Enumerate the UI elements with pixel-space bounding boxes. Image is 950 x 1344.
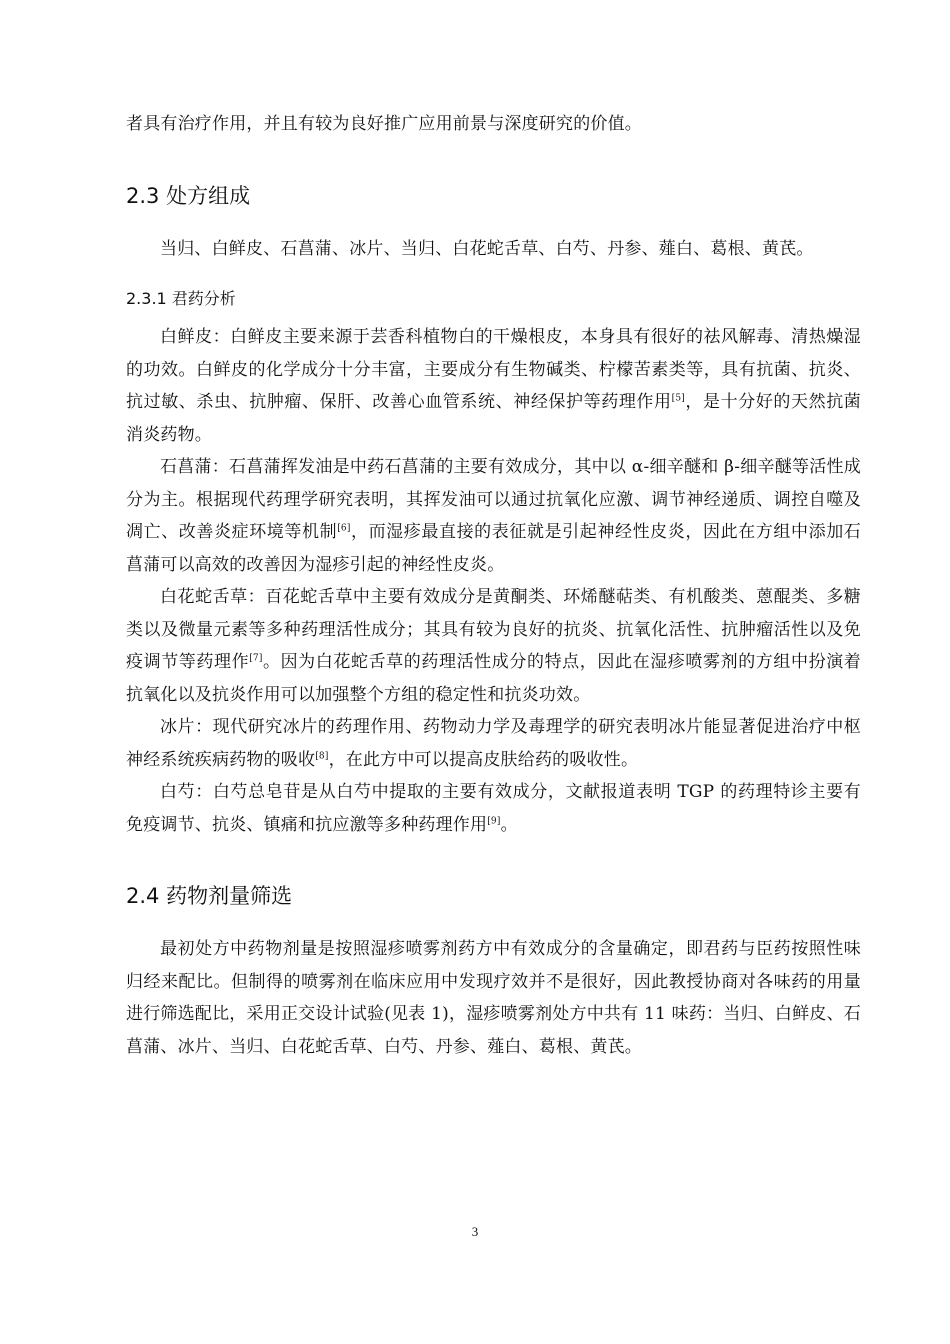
citation-ref: [7]	[249, 653, 263, 664]
paragraph-shi-chang-pu	[126, 451, 861, 581]
dosage-screening-paragraph: 最初处方中药物剂量是按照湿疹喷雾剂药方中有效成分的含量确定，即君药与臣药按照性味归经来配比。但制得的喷雾剂在临床应用中发现疗效并不是很好，因此教授协商对各味药的用量进行筛选配比，采用正交设计试验(见表 1)，湿疹喷雾剂处方中共有 11 味药：当归、白鲜皮、石菖蒲、冰片、当归、白花蛇舌草、白芍、丹参、薤白、葛根、黄芪。	[126, 939, 861, 1057]
paragraph-text: 冰片：现代研究冰片的药理作用、药物动力学及毒理学的研究表明冰片能显著促进治疗中枢神经系统疾病药物的吸收	[126, 717, 861, 770]
document-body	[126, 108, 861, 1063]
paragraph-bing-pian	[126, 711, 861, 776]
paragraph-tail: ，在此方中可以提高皮肤给药的吸收性。	[328, 749, 639, 770]
citation-ref: [6]	[337, 523, 351, 534]
citation-ref: [5]	[671, 393, 685, 404]
prescription-composition-paragraph: 当归、白鲜皮、石菖蒲、冰片、当归、白花蛇舌草、白芍、丹参、薤白、葛根、黄芪。	[160, 238, 814, 259]
paragraph-tail: 。因为白花蛇舌草的药理活性成分的特点，因此在湿疹喷雾剂的方组中扮演着抗氧化以及抗炎作用可以加强整个方组的稳定性和抗炎功效。	[126, 652, 861, 705]
section-heading-2-3: 2.3 处方组成	[126, 183, 251, 208]
paragraph-tail: ，而湿疹最直接的表征就是引起神经性皮炎，因此在方组中添加石菖蒲可以高效的改善因为湿疹引起的神经性皮炎。	[126, 522, 861, 575]
paragraph-tail: ，是十分好的天然抗菌消炎药物。	[126, 392, 862, 445]
continuation-paragraph: 者具有治疗作用，并且有较为良好推广应用前景与深度研究的价值。	[126, 114, 642, 134]
paragraph-bai-xian-pi	[126, 321, 861, 451]
paragraph-text: 石菖蒲：石菖蒲挥发油是中药石菖蒲的主要有效成分，其中以 α-细辛醚和 β-细辛醚等活性成分为主。根据现代药理学研究表明，其挥发油可以通过抗氧化应激、调节神经递质、调控自噬及凋亡、改善炎症环境等机制	[126, 457, 861, 542]
paragraph-text: 白芍：白芍总皂苷是从白芍中提取的主要有效成分，文献报道表明 TGP 的药理特诊主要有免疫调节、抗炎、镇痛和抗应激等多种药理作用	[126, 782, 861, 835]
subsection-heading-2-3-1: 2.3.1 君药分析	[126, 289, 236, 308]
paragraph-bai-shao	[126, 776, 861, 841]
citation-ref: [8]	[315, 750, 329, 761]
section-heading-2-4: 2.4 药物剂量筛选	[126, 884, 293, 908]
page-number: 3	[471, 1224, 479, 1239]
paragraph-tail: 。	[500, 814, 518, 835]
paragraph-bai-hua-she-she-cao	[126, 581, 861, 711]
citation-ref: [9]	[487, 815, 501, 826]
paragraph-text: 白花蛇舌草：百花蛇舌草中主要有效成分是黄酮类、环烯醚萜类、有机酸类、蒽醌类、多糖类以及微量元素等多种药理活性成分；其具有较为良好的抗炎、抗氧化活性、抗肿瘤活性以及免疫调节等药理作	[126, 587, 861, 672]
paragraph-text: 白鲜皮：白鲜皮主要来源于芸香科植物白的干燥根皮，本身具有很好的祛风解毒、清热燥湿的功效。白鲜皮的化学成分十分丰富，主要成分有生物碱类、柠檬苦素类等，具有抗菌、抗炎、抗过敏、杀虫、抗肿瘤、保肝、改善心血管系统、神经保护等药理作用	[126, 327, 861, 412]
